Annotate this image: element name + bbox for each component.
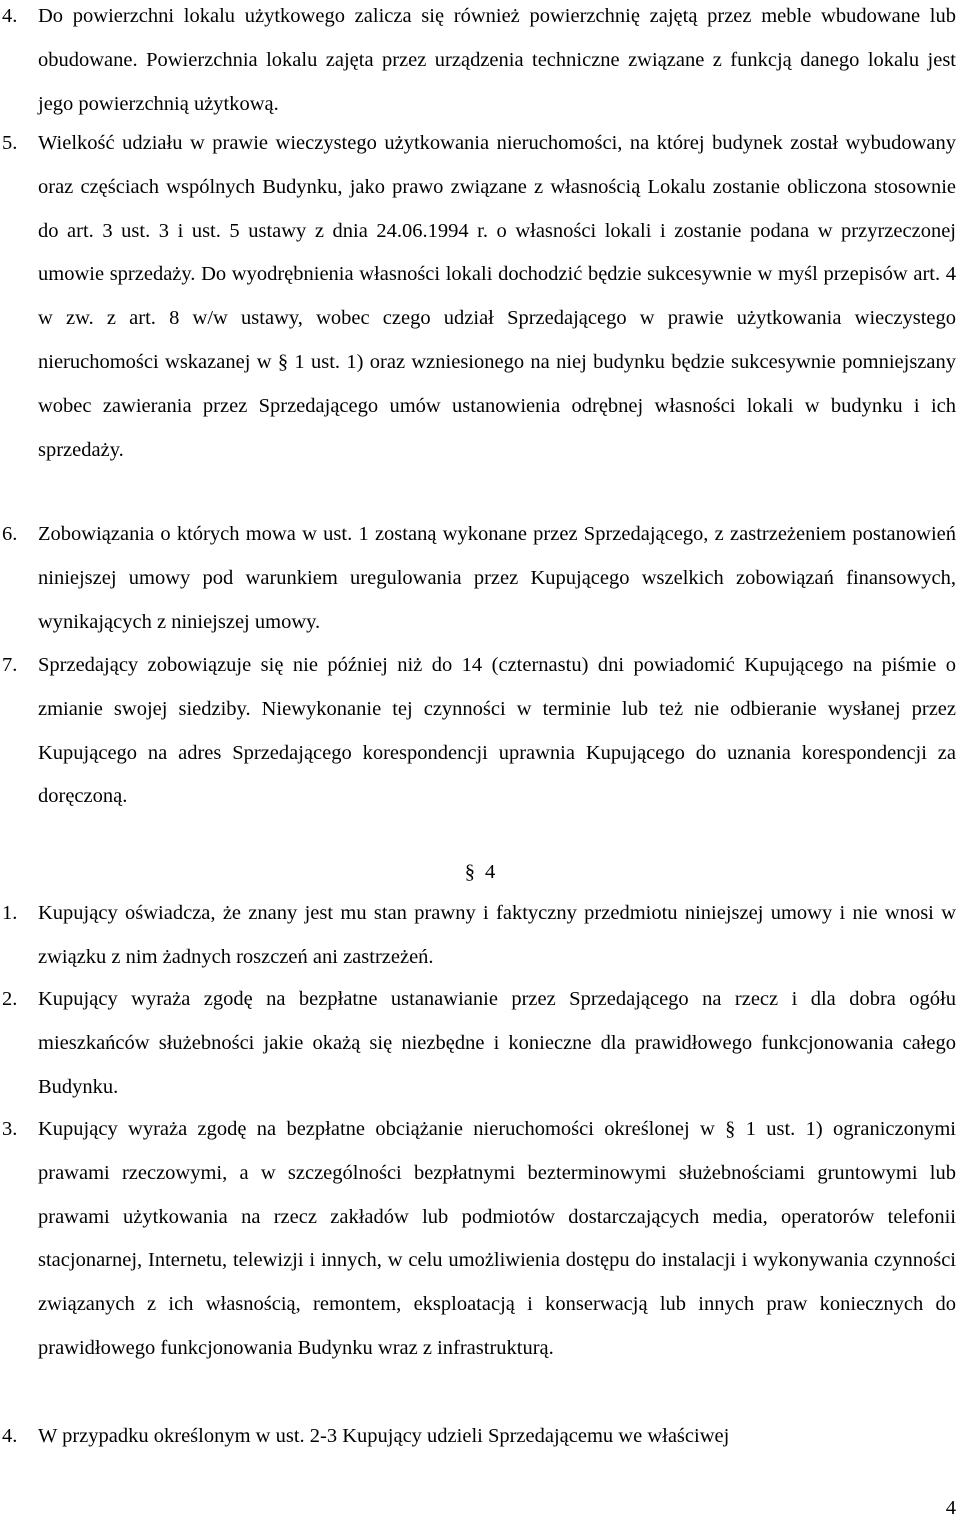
item-number: 7.: [2, 654, 18, 676]
item-text: Zobowiązania o których mowa w ust. 1 zostaną wykonane przez Sprzedającego, z zastrzeżeniem postanowień niniejszej umowy pod warunkiem uregulowania przez Kupującego wszelkich zobowiązań finansowych, wynikających z niniejszej umowy.: [38, 523, 956, 633]
section-list-item: [0, 1415, 958, 1459]
section-number: 4: [485, 861, 496, 883]
section-list-item: [0, 978, 958, 1109]
list-item: [0, 644, 958, 819]
item-text: Wielkość udziału w prawie wieczystego użytkowania nieruchomości, na której budynek został wybudowany oraz częściach wspólnych Budynku, jako prawo związane z własnością Lokalu zostanie obliczona stosownie do art. 3 ust. 3 i ust. 5 ustawy z dnia 24.06.1994 r. o własności lokali i zostanie podana w przyrzeczonej umowie sprzedaży. Do wyodrębnienia własności lokali dochodzić będzie sukcesywnie w myśl przepisów art. 4 w zw. z art. 8 w/w ustawy, wobec czego udział Sprzedającego w prawie użytkowania wieczystego nieruchomości wskazanej w § 1 ust. 1) oraz wzniesionego na niej budynku będzie sukcesywnie pomniejszany wobec zawierania przez Sprzedającego umów ustanowienia odrębnej własności lokali w budynku i ich sprzedaży.: [38, 132, 956, 461]
section-list-item: [0, 892, 958, 980]
item-text: Kupujący wyraża zgodę na bezpłatne obciążanie nieruchomości określonej w § 1 ust. 1) ograniczonymi prawami rzeczowymi, a w szczególności bezpłatnymi bezterminowymi służebnościami gruntowymi lub prawami użytkowania na rzecz zakładów lub podmiotów dostarczających media, operatorów telefonii stacjonarnej, Internetu, telewizji i innych, w celu umożliwienia dostępu do instalacji i wykonywania czynności związanych z ich własnością, remontem, eksploatacją i konserwacją lub innych praw koniecznych do prawidłowego funkcjonowania Budynku wraz z infrastrukturą.: [38, 1118, 956, 1359]
item-text: Do powierzchni lokalu użytkowego zalicza się również powierzchnię zajętą przez meble wbudowane lub obudowane. Powierzchnia lokalu zajęta przez urządzenia techniczne związane z funkcją danego lokalu jest jego powierzchnią użytkową.: [38, 5, 956, 115]
item-number: 4.: [2, 5, 18, 27]
item-text: Kupujący wyraża zgodę na bezpłatne ustanawianie przez Sprzedającego na rzecz i dla dobra ogółu mieszkańców służebności jakie okażą się niezbędne i konieczne dla prawidłowego funkcjonowania całego Budynku.: [38, 988, 956, 1098]
paragraph-sign: §: [464, 861, 475, 883]
section-list-item: [0, 1108, 958, 1371]
page-number: 4: [945, 1497, 956, 1519]
list-item: [0, 513, 958, 644]
item-number: 2.: [2, 988, 18, 1010]
item-text: Sprzedający zobowiązuje się nie później niż do 14 (czternastu) dni powiadomić Kupującego na piśmie o zmianie swojej siedziby. Niewykonanie tej czynności w terminie lub też nie odbieranie wysłanej przez Kupującego na adres Sprzedającego korespondencji uprawnia Kupującego do uznania korespondencji za doręczoną.: [38, 654, 956, 808]
item-text: W przypadku określonym w ust. 2-3 Kupujący udzieli Sprzedającemu we właściwej: [38, 1425, 730, 1447]
list-item: [0, 0, 958, 126]
item-number: 1.: [2, 902, 18, 924]
list-item: [0, 122, 958, 472]
item-number: 3.: [2, 1118, 18, 1140]
item-number: 6.: [2, 523, 18, 545]
item-number: 5.: [2, 132, 18, 154]
item-number: 4.: [2, 1425, 18, 1447]
item-text: Kupujący oświadcza, że znany jest mu stan prawny i faktyczny przedmiotu niniejszej umowy i nie wnosi w związku z nim żadnych roszczeń ani zastrzeżeń.: [38, 902, 956, 968]
section-heading: [0, 852, 960, 892]
